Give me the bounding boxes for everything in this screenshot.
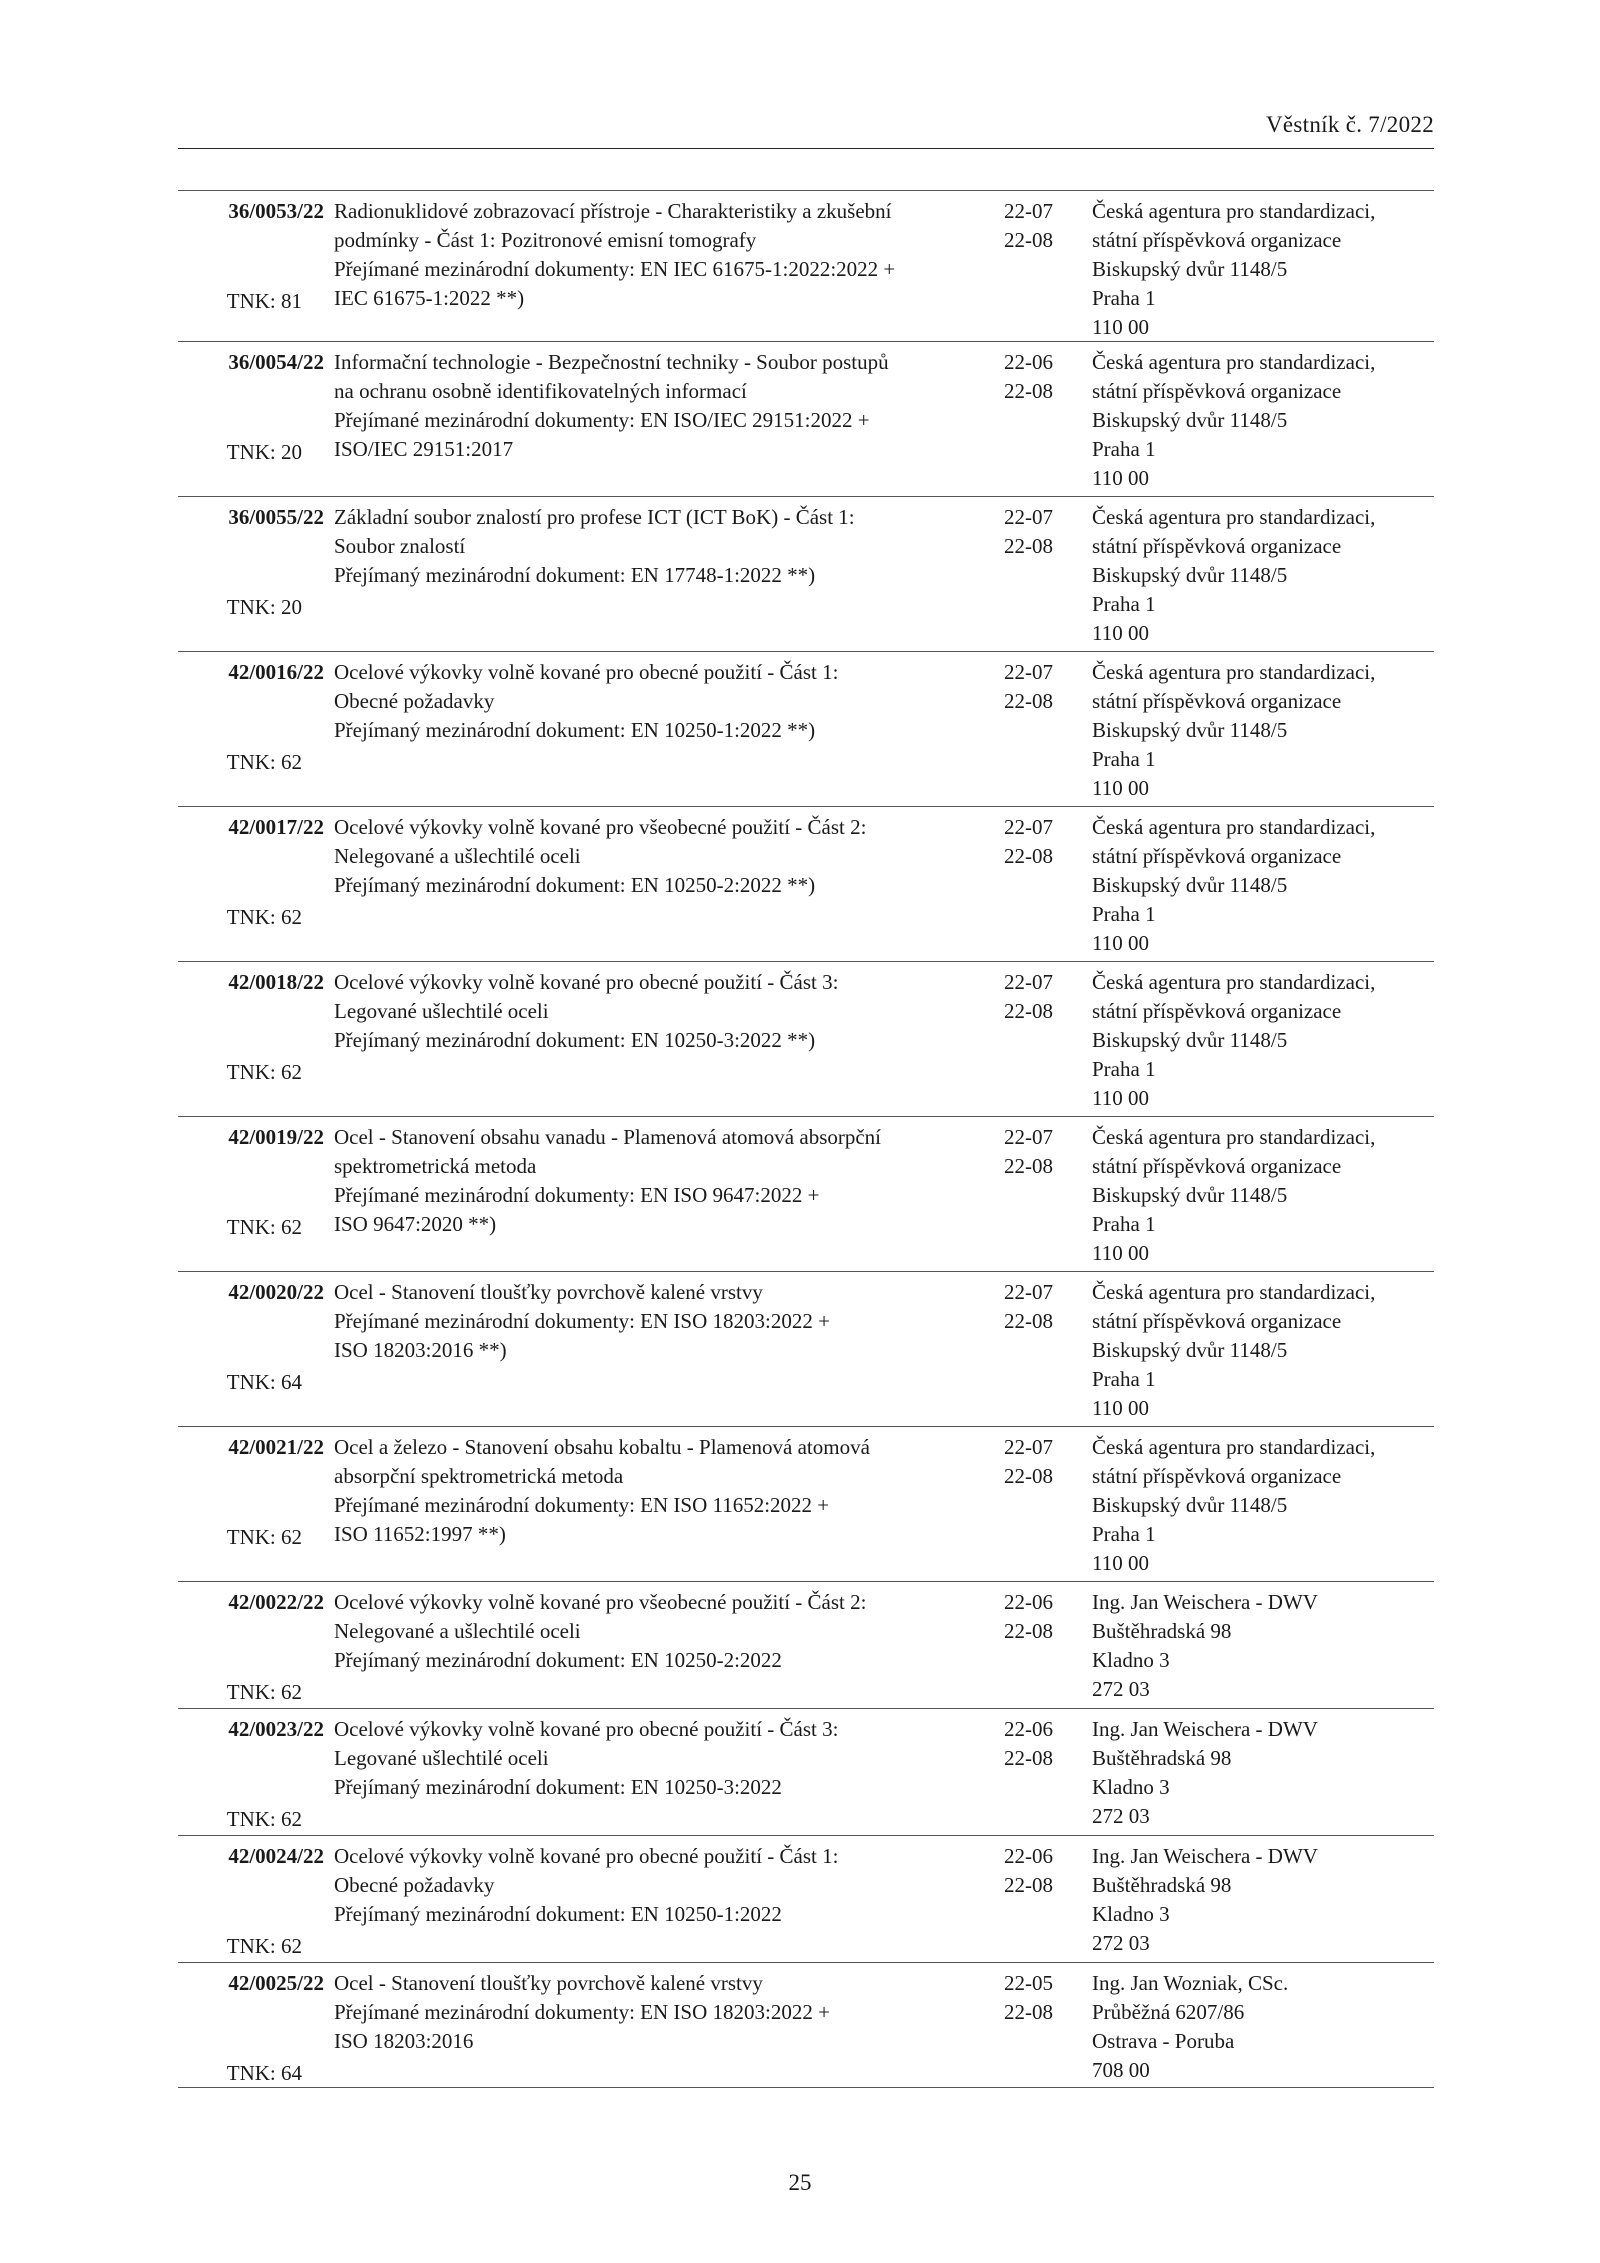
entry-title-line: absorpční spektrometrická metoda <box>334 1464 624 1488</box>
entry-dates-cell <box>1004 1427 1092 1581</box>
entry-title-line: Přejímaný mezinárodní dokument: EN 10250-3:2022 <box>334 1775 782 1799</box>
entry-id-cell <box>178 1709 326 1835</box>
entry-dates-cell <box>1004 1582 1092 1708</box>
entry-number: 42/0018/22 <box>228 970 324 994</box>
entry-number: 42/0022/22 <box>228 1590 324 1614</box>
entry-title-line: ISO 11652:1997 **) <box>334 1522 506 1546</box>
entry-address-line: Ing. Jan Wozniak, CSc. <box>1092 1971 1289 1995</box>
entry-id-cell <box>178 652 326 806</box>
entry-title-line: Základní soubor znalostí pro profese ICT (ICT BoK) - Část 1: <box>334 505 855 529</box>
entry-number: 42/0019/22 <box>228 1125 324 1149</box>
entry-title-cell <box>326 342 1004 496</box>
entry-address-line: Kladno 3 <box>1092 1902 1170 1926</box>
entry-date: 22-06 <box>1004 1844 1053 1868</box>
entry-title-line: Přejímaný mezinárodní dokument: EN 10250-3:2022 **) <box>334 1028 816 1052</box>
entry-address-line: státní příspěvková organizace <box>1092 379 1342 403</box>
entry-address-line: 110 00 <box>1092 1086 1149 1110</box>
entry-date: 22-08 <box>1004 534 1053 558</box>
entry-date: 22-08 <box>1004 2000 1053 2024</box>
entry-id-cell <box>178 1427 326 1581</box>
entry-address-line: Česká agentura pro standardizaci, <box>1092 350 1376 374</box>
entry-address-line: Praha 1 <box>1092 437 1156 461</box>
entry-address-line: Biskupský dvůr 1148/5 <box>1092 1493 1288 1517</box>
entry-id-cell <box>178 1582 326 1708</box>
entry-tnk: TNK: 62 <box>226 1680 302 1704</box>
entry-date: 22-08 <box>1004 1873 1053 1897</box>
entry-tnk: TNK: 62 <box>226 1934 302 1958</box>
entry-title-line: Legované ušlechtilé oceli <box>334 1746 549 1770</box>
standards-list <box>178 190 1434 2088</box>
entry-address-line: Praha 1 <box>1092 902 1156 926</box>
entry-title-cell <box>326 1836 1004 1962</box>
entry-date: 22-07 <box>1004 660 1053 684</box>
entry-title-line: na ochranu osobně identifikovatelných informací <box>334 379 747 403</box>
entry-date: 22-05 <box>1004 1971 1053 1995</box>
standard-entry <box>178 1581 1434 1708</box>
entry-title-line: podmínky - Část 1: Pozitronové emisní tomografy <box>334 228 757 252</box>
entry-number: 42/0020/22 <box>228 1280 324 1304</box>
entry-address-line: Česká agentura pro standardizaci, <box>1092 815 1376 839</box>
entry-title-line: Nelegované a ušlechtilé oceli <box>334 1619 581 1643</box>
entry-address-line: 110 00 <box>1092 621 1149 645</box>
entry-dates-cell <box>1004 342 1092 496</box>
entry-date: 22-08 <box>1004 1464 1053 1488</box>
entry-date: 22-07 <box>1004 199 1053 223</box>
standard-entry <box>178 1426 1434 1581</box>
entry-tnk: TNK: 62 <box>226 1807 302 1831</box>
entry-id-cell <box>178 807 326 961</box>
entry-dates-cell <box>1004 807 1092 961</box>
entry-title-cell <box>326 1963 1004 2087</box>
entry-address-cell <box>1092 497 1375 651</box>
entry-address-cell <box>1092 342 1375 496</box>
entry-date: 22-07 <box>1004 970 1053 994</box>
standard-entry <box>178 1708 1434 1835</box>
entry-address-line: státní příspěvková organizace <box>1092 1309 1342 1333</box>
entry-address-line: Česká agentura pro standardizaci, <box>1092 1125 1376 1149</box>
entry-tnk: TNK: 64 <box>226 2061 302 2085</box>
entry-id-cell <box>178 1963 326 2087</box>
entry-number: 42/0024/22 <box>228 1844 324 1868</box>
entry-title-line: Ocel a železo - Stanovení obsahu kobaltu - Plamenová atomová <box>334 1435 870 1459</box>
entry-address-line: Praha 1 <box>1092 1212 1156 1236</box>
entry-title-line: Informační technologie - Bezpečnostní techniky - Soubor postupů <box>334 350 889 374</box>
entry-date: 22-08 <box>1004 1309 1053 1333</box>
entry-date: 22-07 <box>1004 505 1053 529</box>
standard-entry <box>178 1271 1434 1426</box>
entry-dates-cell <box>1004 497 1092 651</box>
entry-address-line: Biskupský dvůr 1148/5 <box>1092 718 1288 742</box>
entry-title-cell <box>326 1117 1004 1271</box>
entry-tnk: TNK: 64 <box>226 1370 302 1394</box>
entry-id-cell <box>178 342 326 496</box>
standard-entry <box>178 1116 1434 1271</box>
entry-number: 36/0055/22 <box>228 505 324 529</box>
entry-date: 22-08 <box>1004 844 1053 868</box>
entry-address-line: Praha 1 <box>1092 286 1156 310</box>
entry-address-cell <box>1092 962 1375 1116</box>
entry-title-cell <box>326 497 1004 651</box>
entry-id-cell <box>178 1117 326 1271</box>
entry-title-line: Ocelové výkovky volně kované pro všeobecné použití - Část 2: <box>334 815 867 839</box>
entry-title-line: ISO 18203:2016 <box>334 2029 474 2053</box>
entry-id-cell <box>178 1272 326 1426</box>
entry-title-line: spektrometrická metoda <box>334 1154 537 1178</box>
entry-number: 42/0023/22 <box>228 1717 324 1741</box>
entry-tnk: TNK: 62 <box>226 1525 302 1549</box>
entry-address-cell <box>1092 807 1375 961</box>
entry-title-line: ISO/IEC 29151:2017 <box>334 437 514 461</box>
entry-address-line: Biskupský dvůr 1148/5 <box>1092 1338 1288 1362</box>
entry-address-line: státní příspěvková organizace <box>1092 1464 1342 1488</box>
entry-address-line: Česká agentura pro standardizaci, <box>1092 199 1376 223</box>
entry-number: 42/0017/22 <box>228 815 324 839</box>
entry-title-line: Přejímaný mezinárodní dokument: EN 10250-2:2022 **) <box>334 873 816 897</box>
entry-id-cell <box>178 191 326 341</box>
entry-address-line: Praha 1 <box>1092 747 1156 771</box>
entry-title-line: Ocelové výkovky volně kované pro všeobecné použití - Část 2: <box>334 1590 867 1614</box>
entry-title-line: Obecné požadavky <box>334 689 495 713</box>
entry-address-line: Biskupský dvůr 1148/5 <box>1092 1028 1288 1052</box>
entry-date: 22-07 <box>1004 1435 1053 1459</box>
entry-address-line: 110 00 <box>1092 1551 1149 1575</box>
entry-title-line: Ocelové výkovky volně kované pro obecné použití - Část 3: <box>334 970 839 994</box>
entry-title-cell <box>326 1709 1004 1835</box>
entry-address-line: 272 03 <box>1092 1931 1150 1955</box>
standard-entry <box>178 651 1434 806</box>
entry-title-line: Ocelové výkovky volně kované pro obecné použití - Část 1: <box>334 660 839 684</box>
journal-header: Věstník č. 7/2022 <box>178 112 1434 149</box>
entry-address-cell <box>1092 1117 1375 1271</box>
entry-title-line: Přejímané mezinárodní dokumenty: EN ISO 18203:2022 + <box>334 1309 830 1333</box>
entry-dates-cell <box>1004 191 1092 341</box>
entry-id-cell <box>178 497 326 651</box>
entry-title-line: IEC 61675-1:2022 **) <box>334 286 525 310</box>
entry-title-cell <box>326 652 1004 806</box>
entry-title-line: Přejímaný mezinárodní dokument: EN 10250-1:2022 <box>334 1902 782 1926</box>
entry-date: 22-08 <box>1004 1154 1053 1178</box>
entry-tnk: TNK: 20 <box>226 595 302 619</box>
entry-title-line: Ocel - Stanovení tloušťky povrchově kalené vrstvy <box>334 1280 763 1304</box>
entry-tnk: TNK: 62 <box>226 905 302 929</box>
standard-entry <box>178 496 1434 651</box>
entry-title-cell <box>326 191 1004 341</box>
entry-address-line: Biskupský dvůr 1148/5 <box>1092 563 1288 587</box>
entry-dates-cell <box>1004 962 1092 1116</box>
entry-address-cell <box>1092 1427 1375 1581</box>
entry-address-line: Ing. Jan Weischera - DWV <box>1092 1844 1318 1868</box>
entry-number: 42/0021/22 <box>228 1435 324 1459</box>
entry-date: 22-08 <box>1004 1746 1053 1770</box>
entry-address-line: Kladno 3 <box>1092 1648 1170 1672</box>
entry-title-line: ISO 18203:2016 **) <box>334 1338 507 1362</box>
entry-address-line: 110 00 <box>1092 315 1149 339</box>
entry-address-line: státní příspěvková organizace <box>1092 689 1342 713</box>
entry-id-cell <box>178 1836 326 1962</box>
entry-title-line: Přejímaný mezinárodní dokument: EN 17748-1:2022 **) <box>334 563 816 587</box>
entry-title-line: ISO 9647:2020 **) <box>334 1212 497 1236</box>
entry-dates-cell <box>1004 1117 1092 1271</box>
standard-entry <box>178 961 1434 1116</box>
entry-address-line: Ing. Jan Weischera - DWV <box>1092 1590 1318 1614</box>
entry-address-cell <box>1092 1963 1288 2087</box>
entry-address-line: Biskupský dvůr 1148/5 <box>1092 257 1288 281</box>
entry-date: 22-07 <box>1004 1125 1053 1149</box>
entry-title-line: Legované ušlechtilé oceli <box>334 999 549 1023</box>
entry-id-cell <box>178 962 326 1116</box>
entry-dates-cell <box>1004 1709 1092 1835</box>
entry-title-line: Přejímaný mezinárodní dokument: EN 10250-1:2022 **) <box>334 718 816 742</box>
entry-title-line: Přejímané mezinárodní dokumenty: EN ISO 18203:2022 + <box>334 2000 830 2024</box>
entry-title-line: Ocelové výkovky volně kované pro obecné použití - Část 1: <box>334 1844 839 1868</box>
entry-tnk: TNK: 62 <box>226 1215 302 1239</box>
entry-title-line: Soubor znalostí <box>334 534 466 558</box>
entry-title-line: Obecné požadavky <box>334 1873 495 1897</box>
entry-address-cell <box>1092 1709 1318 1835</box>
entry-address-line: Buštěhradská 98 <box>1092 1746 1232 1770</box>
entry-address-line: Kladno 3 <box>1092 1775 1170 1799</box>
standard-entry <box>178 1962 1434 2088</box>
entry-title-line: Přejímané mezinárodní dokumenty: EN ISO 11652:2022 + <box>334 1493 830 1517</box>
entry-tnk: TNK: 62 <box>226 750 302 774</box>
entry-title-line: Přejímaný mezinárodní dokument: EN 10250-2:2022 <box>334 1648 782 1672</box>
entry-title-line: Přejímané mezinárodní dokumenty: EN ISO 9647:2022 + <box>334 1183 820 1207</box>
entry-title-line: Ocelové výkovky volně kované pro obecné použití - Část 3: <box>334 1717 839 1741</box>
entry-address-line: Česká agentura pro standardizaci, <box>1092 505 1376 529</box>
standard-entry <box>178 1835 1434 1962</box>
entry-number: 42/0025/22 <box>228 1971 324 1995</box>
entry-address-line: Praha 1 <box>1092 1522 1156 1546</box>
entry-dates-cell <box>1004 652 1092 806</box>
entry-title-line: Nelegované a ušlechtilé oceli <box>334 844 581 868</box>
entry-address-line: 708 00 <box>1092 2058 1150 2082</box>
entry-address-cell <box>1092 1582 1318 1708</box>
entry-title-line: Přejímané mezinárodní dokumenty: EN ISO/IEC 29151:2022 + <box>334 408 870 432</box>
entry-title-line: Ocel - Stanovení obsahu vanadu - Plamenová atomová absorpční <box>334 1125 882 1149</box>
entry-date: 22-06 <box>1004 1590 1053 1614</box>
entry-title-cell <box>326 962 1004 1116</box>
entry-title-line: Ocel - Stanovení tloušťky povrchově kalené vrstvy <box>334 1971 763 1995</box>
entry-title-cell <box>326 1582 1004 1708</box>
entry-address-line: státní příspěvková organizace <box>1092 534 1342 558</box>
entry-tnk: TNK: 62 <box>226 1060 302 1084</box>
standard-entry <box>178 190 1434 341</box>
entry-address-line: 110 00 <box>1092 1396 1149 1420</box>
entry-address-line: Biskupský dvůr 1148/5 <box>1092 873 1288 897</box>
entry-address-line: Česká agentura pro standardizaci, <box>1092 970 1376 994</box>
entry-address-cell <box>1092 1272 1375 1426</box>
entry-address-line: Česká agentura pro standardizaci, <box>1092 1435 1376 1459</box>
entry-dates-cell <box>1004 1836 1092 1962</box>
entry-date: 22-06 <box>1004 350 1053 374</box>
entry-date: 22-07 <box>1004 815 1053 839</box>
entry-address-line: Buštěhradská 98 <box>1092 1619 1232 1643</box>
entry-address-line: Průběžná 6207/86 <box>1092 2000 1245 2024</box>
standard-entry <box>178 341 1434 496</box>
entry-address-line: státní příspěvková organizace <box>1092 844 1342 868</box>
entry-date: 22-08 <box>1004 379 1053 403</box>
entry-date: 22-08 <box>1004 999 1053 1023</box>
entry-address-cell <box>1092 1836 1318 1962</box>
entry-address-line: 110 00 <box>1092 1241 1149 1265</box>
entry-title-cell <box>326 807 1004 961</box>
page-number: 25 <box>788 2170 812 2195</box>
entry-address-line: Praha 1 <box>1092 592 1156 616</box>
entry-address-line: Biskupský dvůr 1148/5 <box>1092 408 1288 432</box>
entry-date: 22-08 <box>1004 689 1053 713</box>
entry-address-line: 110 00 <box>1092 931 1149 955</box>
entry-address-line: Praha 1 <box>1092 1367 1156 1391</box>
entry-address-line: 110 00 <box>1092 466 1149 490</box>
entry-address-line: 272 03 <box>1092 1804 1150 1828</box>
entry-title-line: Radionuklidové zobrazovací přístroje - Charakteristiky a zkušební <box>334 199 892 223</box>
entry-date: 22-08 <box>1004 228 1053 252</box>
entry-number: 36/0054/22 <box>228 350 324 374</box>
entry-address-line: Ing. Jan Weischera - DWV <box>1092 1717 1318 1741</box>
entry-address-line: Praha 1 <box>1092 1057 1156 1081</box>
entry-title-cell <box>326 1272 1004 1426</box>
entry-tnk: TNK: 20 <box>226 440 302 464</box>
entry-number: 36/0053/22 <box>228 199 324 223</box>
entry-address-cell <box>1092 652 1375 806</box>
entry-address-cell <box>1092 191 1375 341</box>
entry-address-line: 272 03 <box>1092 1677 1150 1701</box>
standard-entry <box>178 806 1434 961</box>
entry-address-line: 110 00 <box>1092 776 1149 800</box>
entry-address-line: Buštěhradská 98 <box>1092 1873 1232 1897</box>
entry-address-line: Ostrava - Poruba <box>1092 2029 1235 2053</box>
entry-date: 22-08 <box>1004 1619 1053 1643</box>
entry-dates-cell <box>1004 1963 1092 2087</box>
entry-date: 22-07 <box>1004 1280 1053 1304</box>
entry-title-line: Přejímané mezinárodní dokumenty: EN IEC 61675-1:2022:2022 + <box>334 257 896 281</box>
entry-title-cell <box>326 1427 1004 1581</box>
entry-address-line: státní příspěvková organizace <box>1092 228 1342 252</box>
entry-dates-cell <box>1004 1272 1092 1426</box>
entry-number: 42/0016/22 <box>228 660 324 684</box>
entry-date: 22-06 <box>1004 1717 1053 1741</box>
entry-address-line: Biskupský dvůr 1148/5 <box>1092 1183 1288 1207</box>
entry-address-line: Česká agentura pro standardizaci, <box>1092 660 1376 684</box>
entry-address-line: státní příspěvková organizace <box>1092 1154 1342 1178</box>
entry-address-line: Česká agentura pro standardizaci, <box>1092 1280 1376 1304</box>
entry-tnk: TNK: 81 <box>226 289 302 313</box>
entry-address-line: státní příspěvková organizace <box>1092 999 1342 1023</box>
